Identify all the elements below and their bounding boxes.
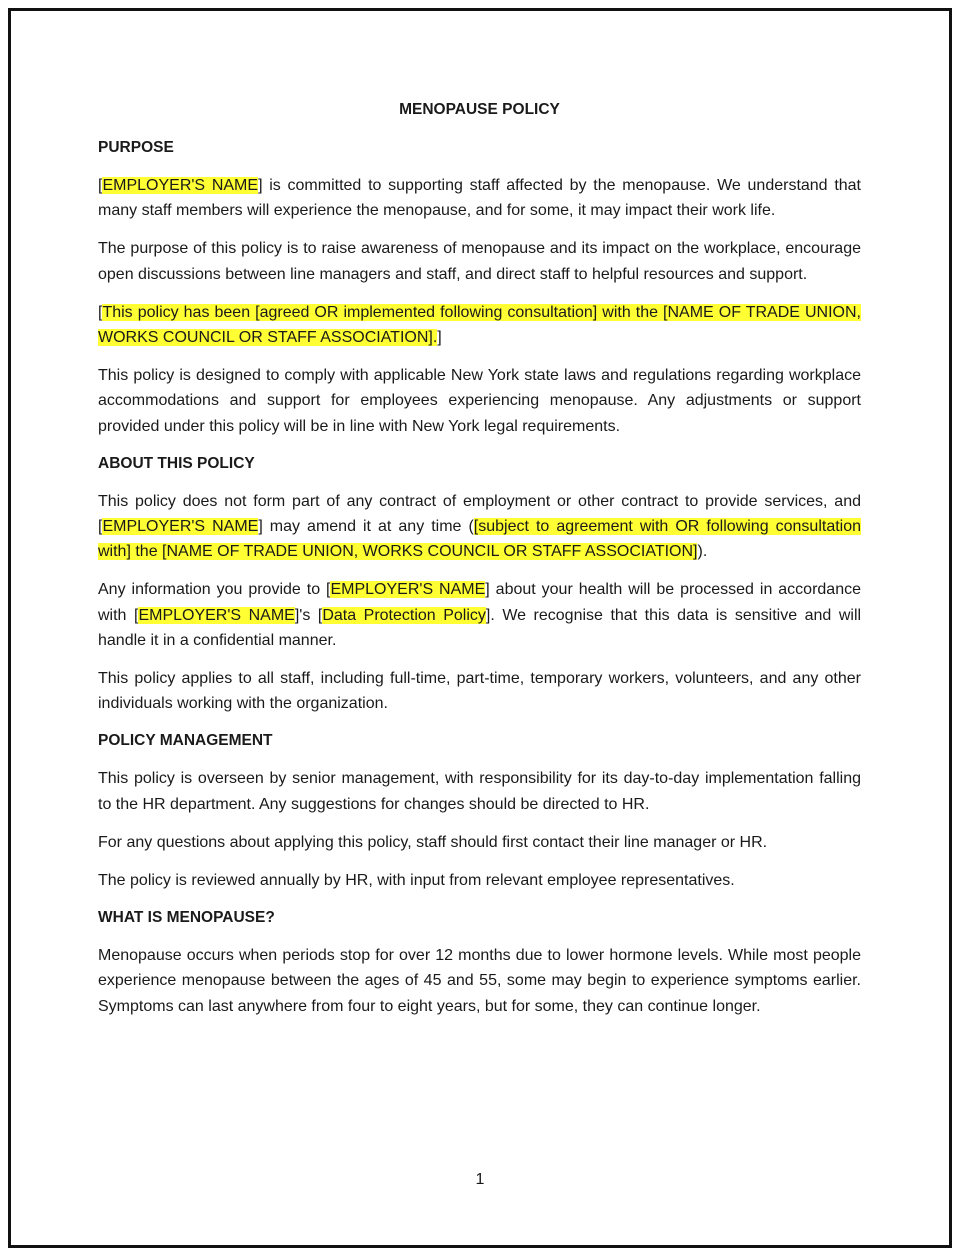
about-paragraph-1 bbox=[98, 489, 861, 565]
text-run: ] may amend it at any time ( bbox=[258, 518, 474, 536]
highlighted-placeholder: EMPLOYER'S NAME bbox=[102, 177, 259, 194]
text-run: [ bbox=[98, 177, 103, 194]
purpose-paragraph-3 bbox=[98, 300, 861, 350]
highlighted-placeholder: EMPLOYER'S NAME bbox=[138, 606, 295, 624]
highlighted-placeholder: [subject to agreement with OR following consultation with] the [NAME OF TRADE UNION, WORKS COUNCIL OR STAFF ASSOCIATION] bbox=[98, 518, 862, 561]
text-run: Any information you provide to [ bbox=[98, 581, 331, 599]
text-run: ]'s [ bbox=[294, 606, 323, 624]
about-paragraph-2 bbox=[98, 577, 861, 653]
highlighted-placeholder: Data Protection Policy bbox=[322, 606, 486, 624]
management-paragraph-1: This policy is overseen by senior management, with responsibility for its day-to-day implementation falling to the HR department. Any suggestions for changes should be directed to HR. bbox=[98, 770, 861, 813]
document-body bbox=[98, 98, 861, 1032]
section-heading-management: POLICY MANAGEMENT bbox=[98, 732, 273, 750]
text-run: ]. We recognise that this data is sensitive and will handle it in a confidential manner. bbox=[98, 606, 862, 649]
document-title: MENOPAUSE POLICY bbox=[399, 101, 560, 118]
highlighted-placeholder: EMPLOYER'S NAME bbox=[330, 581, 486, 599]
text-run: [ bbox=[98, 303, 103, 321]
text-run: ] bbox=[437, 329, 442, 347]
text-run: ). bbox=[697, 543, 708, 561]
highlighted-placeholder: This policy has been [agreed OR implemented following consultation] with the [NAME OF TRADE UNION, WORKS COUNCIL OR STAFF ASSOCIATION]. bbox=[98, 303, 861, 347]
section-heading-purpose: PURPOSE bbox=[98, 139, 174, 156]
text-run: This policy does not form part of any contract of employment or other contract to provide services, and [ bbox=[98, 492, 861, 536]
text-run: ] is committed to supporting staff affected by the menopause. We understand that many staff members will experience the menopause, and for some, it may impact their work life. bbox=[98, 177, 862, 220]
section-heading-what-is-menopause: WHAT IS MENOPAUSE? bbox=[98, 909, 275, 927]
section-heading-about: ABOUT THIS POLICY bbox=[98, 454, 255, 472]
purpose-paragraph-1 bbox=[98, 173, 861, 223]
about-paragraph-3: This policy applies to all staff, including full-time, part-time, temporary workers, volunteers, and any other individuals working with the organization. bbox=[98, 670, 861, 713]
highlighted-placeholder: EMPLOYER'S NAME bbox=[102, 518, 259, 536]
what-is-paragraph-1: Menopause occurs when periods stop for over 12 months due to lower hormone levels. While most people experience menopause between the ages of 45 and 55, some may begin to experience symptoms earlier. Symptoms can last anywhere from four to eight years, but for some, they can continue longer. bbox=[98, 947, 861, 1015]
management-paragraph-2: For any questions about applying this policy, staff should first contact their line manager or HR. bbox=[98, 833, 768, 851]
management-paragraph-3: The policy is reviewed annually by HR, with input from relevant employee representatives. bbox=[98, 872, 735, 890]
page-number: 1 bbox=[475, 1171, 485, 1188]
purpose-paragraph-4: This policy is designed to comply with applicable New York state laws and regulations regarding workplace accommodations and support for employees experiencing menopause. Any adjustments or support provided under this policy will be in line with New York legal requirements. bbox=[98, 367, 861, 435]
text-run: ] about your health will be processed in accordance with [ bbox=[98, 581, 861, 624]
purpose-paragraph-2: The purpose of this policy is to raise awareness of menopause and its impact on the workplace, encourage open discussions between line managers and staff, and direct staff to helpful resources and support. bbox=[98, 240, 861, 283]
